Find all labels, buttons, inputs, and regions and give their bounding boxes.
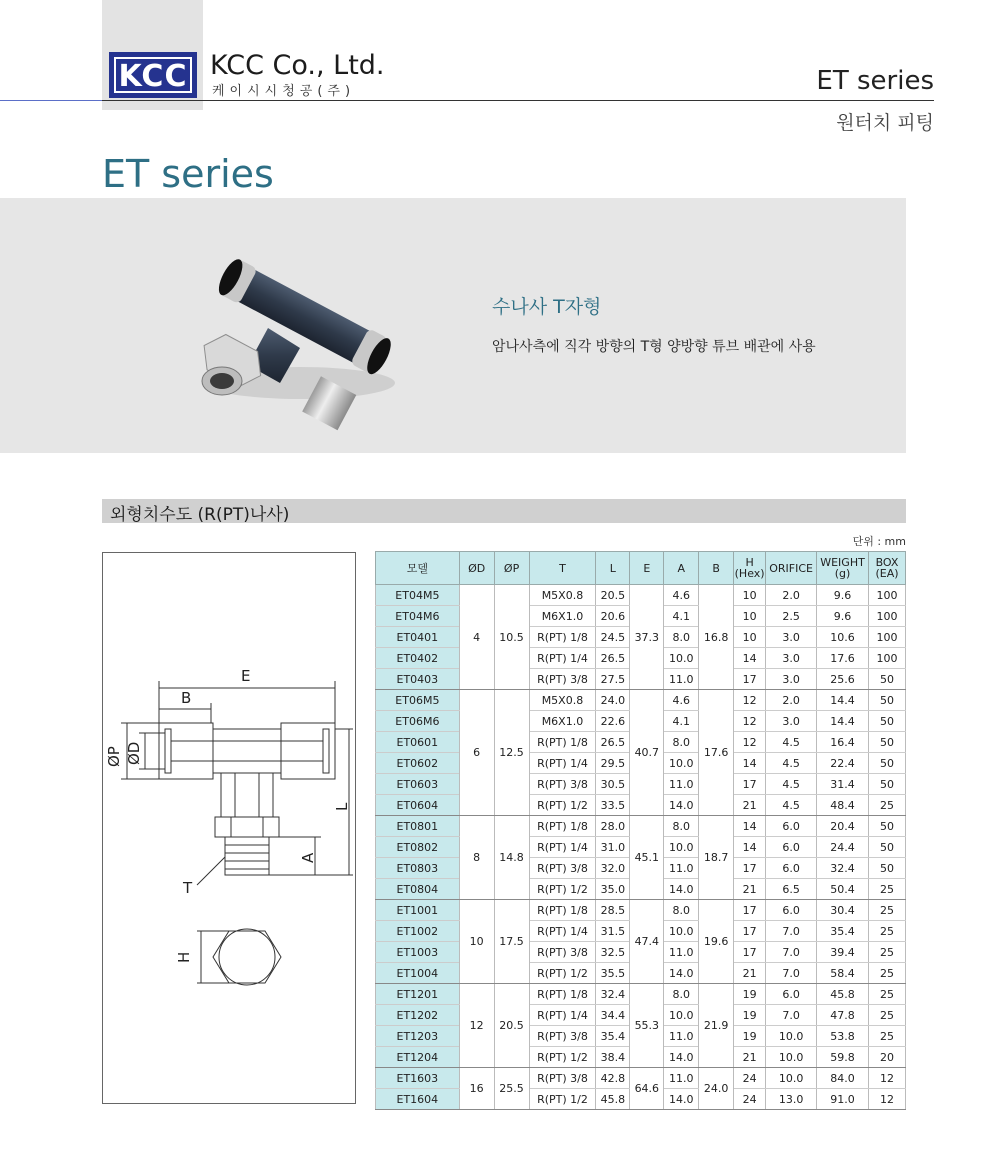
dimension-drawing-svg	[103, 553, 355, 1103]
orifice-cell: 4.5	[766, 795, 817, 816]
table-row	[376, 816, 906, 837]
hex-cell: 14	[734, 648, 766, 669]
box-cell: 50	[869, 732, 906, 753]
model-cell: ET0803	[376, 858, 460, 879]
box-cell: 25	[869, 900, 906, 921]
weight-cell: 25.6	[817, 669, 869, 690]
table-header-cell: L	[596, 552, 630, 585]
a-cell: 8.0	[664, 627, 699, 648]
box-cell: 50	[869, 816, 906, 837]
weight-cell: 47.8	[817, 1005, 869, 1026]
op-cell: 20.5	[494, 984, 529, 1068]
a-cell: 10.0	[664, 648, 699, 669]
thread-cell: M5X0.8	[529, 585, 596, 606]
a-cell: 11.0	[664, 669, 699, 690]
box-cell: 100	[869, 627, 906, 648]
label-op: ØP	[105, 746, 123, 767]
hex-cell: 17	[734, 942, 766, 963]
model-cell: ET0804	[376, 879, 460, 900]
weight-cell: 53.8	[817, 1026, 869, 1047]
a-cell: 8.0	[664, 732, 699, 753]
a-cell: 4.1	[664, 711, 699, 732]
box-cell: 25	[869, 942, 906, 963]
box-cell: 25	[869, 1026, 906, 1047]
l-cell: 28.0	[596, 816, 630, 837]
b-cell: 18.7	[699, 816, 734, 900]
b-cell: 24.0	[699, 1068, 734, 1110]
orifice-cell: 4.5	[766, 753, 817, 774]
table-header-cell: 모델	[376, 552, 460, 585]
box-cell: 50	[869, 690, 906, 711]
l-cell: 30.5	[596, 774, 630, 795]
hex-cell: 24	[734, 1089, 766, 1110]
a-cell: 10.0	[664, 1005, 699, 1026]
model-cell: ET1002	[376, 921, 460, 942]
orifice-cell: 6.0	[766, 858, 817, 879]
model-cell: ET1603	[376, 1068, 460, 1089]
a-cell: 8.0	[664, 816, 699, 837]
model-cell: ET1203	[376, 1026, 460, 1047]
model-cell: ET1003	[376, 942, 460, 963]
orifice-cell: 6.5	[766, 879, 817, 900]
box-cell: 20	[869, 1047, 906, 1068]
hex-cell: 19	[734, 1005, 766, 1026]
dimension-drawing	[102, 552, 356, 1104]
e-cell: 47.4	[630, 900, 664, 984]
box-cell: 50	[869, 711, 906, 732]
hex-cell: 14	[734, 816, 766, 837]
l-cell: 20.6	[596, 606, 630, 627]
weight-cell: 59.8	[817, 1047, 869, 1068]
header-divider-accent	[0, 100, 102, 101]
model-cell: ET0603	[376, 774, 460, 795]
thread-cell: R(PT) 1/2	[529, 795, 596, 816]
weight-cell: 48.4	[817, 795, 869, 816]
box-cell: 25	[869, 795, 906, 816]
model-cell: ET04M5	[376, 585, 460, 606]
l-cell: 31.5	[596, 921, 630, 942]
a-cell: 4.6	[664, 690, 699, 711]
hex-cell: 17	[734, 669, 766, 690]
l-cell: 28.5	[596, 900, 630, 921]
b-cell: 19.6	[699, 900, 734, 984]
hex-view	[213, 931, 281, 983]
weight-cell: 9.6	[817, 585, 869, 606]
l-cell: 32.4	[596, 984, 630, 1005]
e-cell: 64.6	[630, 1068, 664, 1110]
orifice-cell: 3.0	[766, 648, 817, 669]
thread-cell: R(PT) 1/8	[529, 900, 596, 921]
table-header-cell: WEIGHT (g)	[817, 552, 869, 585]
spec-table	[375, 551, 906, 1110]
box-cell: 12	[869, 1089, 906, 1110]
label-t: T	[183, 879, 193, 897]
weight-cell: 22.4	[817, 753, 869, 774]
l-cell: 24.5	[596, 627, 630, 648]
a-cell: 4.6	[664, 585, 699, 606]
thread-cell: R(PT) 3/8	[529, 942, 596, 963]
model-cell: ET0802	[376, 837, 460, 858]
a-cell: 11.0	[664, 774, 699, 795]
weight-cell: 31.4	[817, 774, 869, 795]
orifice-cell: 3.0	[766, 711, 817, 732]
orifice-cell: 3.0	[766, 627, 817, 648]
l-cell: 32.5	[596, 942, 630, 963]
table-row	[376, 690, 906, 711]
model-cell: ET0401	[376, 627, 460, 648]
orifice-cell: 3.0	[766, 669, 817, 690]
hex-cell: 21	[734, 963, 766, 984]
orifice-cell: 7.0	[766, 942, 817, 963]
a-cell: 14.0	[664, 879, 699, 900]
thread-cell: R(PT) 1/2	[529, 1089, 596, 1110]
e-cell: 45.1	[630, 816, 664, 900]
company-name: KCC Co., Ltd.	[210, 50, 385, 81]
l-cell: 22.6	[596, 711, 630, 732]
b-cell: 16.8	[699, 585, 734, 690]
box-cell: 25	[869, 984, 906, 1005]
table-header-cell: E	[630, 552, 664, 585]
orifice-cell: 2.5	[766, 606, 817, 627]
orifice-cell: 7.0	[766, 1005, 817, 1026]
table-row	[376, 984, 906, 1005]
hex-cell: 14	[734, 837, 766, 858]
thread-cell: R(PT) 1/4	[529, 921, 596, 942]
series-label: ET series	[816, 66, 934, 96]
weight-cell: 20.4	[817, 816, 869, 837]
model-cell: ET0801	[376, 816, 460, 837]
weight-cell: 91.0	[817, 1089, 869, 1110]
e-cell: 37.3	[630, 585, 664, 690]
hex-cell: 14	[734, 753, 766, 774]
a-cell: 10.0	[664, 753, 699, 774]
table-header-row	[376, 552, 906, 585]
box-cell: 50	[869, 753, 906, 774]
l-cell: 27.5	[596, 669, 630, 690]
box-cell: 25	[869, 879, 906, 900]
od-cell: 6	[459, 690, 494, 816]
hex-cell: 21	[734, 1047, 766, 1068]
a-cell: 4.1	[664, 606, 699, 627]
banner-description: 암나사측에 직각 방향의 T형 양방향 튜브 배관에 사용	[492, 339, 816, 355]
orifice-cell: 6.0	[766, 984, 817, 1005]
hex-cell: 17	[734, 774, 766, 795]
box-cell: 25	[869, 921, 906, 942]
weight-cell: 58.4	[817, 963, 869, 984]
table-header-cell: A	[664, 552, 699, 585]
label-e: E	[241, 667, 251, 685]
box-cell: 50	[869, 669, 906, 690]
model-cell: ET1201	[376, 984, 460, 1005]
hex-cell: 12	[734, 690, 766, 711]
thread-cell: R(PT) 1/4	[529, 753, 596, 774]
weight-cell: 16.4	[817, 732, 869, 753]
thread-cell: R(PT) 1/8	[529, 816, 596, 837]
orifice-cell: 7.0	[766, 963, 817, 984]
hex-cell: 21	[734, 795, 766, 816]
label-a: A	[299, 852, 317, 863]
weight-cell: 24.4	[817, 837, 869, 858]
box-cell: 50	[869, 837, 906, 858]
weight-cell: 50.4	[817, 879, 869, 900]
model-cell: ET06M6	[376, 711, 460, 732]
l-cell: 34.4	[596, 1005, 630, 1026]
a-cell: 11.0	[664, 1026, 699, 1047]
a-cell: 10.0	[664, 837, 699, 858]
thread-cell: R(PT) 3/8	[529, 774, 596, 795]
model-cell: ET1204	[376, 1047, 460, 1068]
thread-cell: R(PT) 1/8	[529, 984, 596, 1005]
header-divider	[0, 100, 934, 101]
orifice-cell: 4.5	[766, 732, 817, 753]
stem	[221, 773, 273, 817]
thread-cell: R(PT) 1/4	[529, 648, 596, 669]
a-cell: 14.0	[664, 963, 699, 984]
od-cell: 12	[459, 984, 494, 1068]
b-cell: 17.6	[699, 690, 734, 816]
logo-text: KCC	[114, 57, 192, 93]
model-cell: ET0403	[376, 669, 460, 690]
a-cell: 8.0	[664, 984, 699, 1005]
model-cell: ET1001	[376, 900, 460, 921]
hex-cell: 17	[734, 858, 766, 879]
model-cell: ET06M5	[376, 690, 460, 711]
orifice-cell: 7.0	[766, 921, 817, 942]
thread-cell: R(PT) 1/2	[529, 879, 596, 900]
weight-cell: 84.0	[817, 1068, 869, 1089]
box-cell: 50	[869, 774, 906, 795]
label-od: ØD	[125, 741, 143, 765]
box-cell: 25	[869, 1005, 906, 1026]
hex-cell: 17	[734, 900, 766, 921]
table-header-cell: H (Hex)	[734, 552, 766, 585]
weight-cell: 14.4	[817, 690, 869, 711]
a-cell: 11.0	[664, 942, 699, 963]
orifice-cell: 2.0	[766, 585, 817, 606]
page-title: ET series	[102, 152, 274, 196]
orifice-cell: 6.0	[766, 837, 817, 858]
hex-cell: 12	[734, 711, 766, 732]
box-cell: 25	[869, 963, 906, 984]
box-cell: 50	[869, 858, 906, 879]
op-cell: 14.8	[494, 816, 529, 900]
l-cell: 26.5	[596, 648, 630, 669]
thread-cell: R(PT) 1/2	[529, 963, 596, 984]
model-cell: ET1202	[376, 1005, 460, 1026]
op-cell: 12.5	[494, 690, 529, 816]
op-cell: 25.5	[494, 1068, 529, 1110]
l-cell: 38.4	[596, 1047, 630, 1068]
orifice-cell: 10.0	[766, 1047, 817, 1068]
l-cell: 20.5	[596, 585, 630, 606]
weight-cell: 32.4	[817, 858, 869, 879]
weight-cell: 35.4	[817, 921, 869, 942]
model-cell: ET1004	[376, 963, 460, 984]
body-left	[159, 723, 213, 779]
l-cell: 35.0	[596, 879, 630, 900]
table-body	[376, 585, 906, 1110]
banner-title: 수나사 T자형	[492, 296, 602, 318]
l-cell: 35.4	[596, 1026, 630, 1047]
op-cell: 10.5	[494, 585, 529, 690]
l-cell: 33.5	[596, 795, 630, 816]
weight-cell: 17.6	[817, 648, 869, 669]
orifice-cell: 4.5	[766, 774, 817, 795]
unit-label: 단위 : mm	[852, 535, 906, 548]
thread-cell: R(PT) 3/8	[529, 858, 596, 879]
company-name-kr: 케이시시청공(주)	[212, 84, 356, 99]
box-cell: 100	[869, 606, 906, 627]
model-cell: ET0601	[376, 732, 460, 753]
a-cell: 14.0	[664, 795, 699, 816]
od-cell: 8	[459, 816, 494, 900]
a-cell: 11.0	[664, 1068, 699, 1089]
thread-cell: M6X1.0	[529, 606, 596, 627]
l-cell: 45.8	[596, 1089, 630, 1110]
hex-cell: 12	[734, 732, 766, 753]
box-cell: 100	[869, 585, 906, 606]
orifice-cell: 10.0	[766, 1026, 817, 1047]
thread-cell: R(PT) 3/8	[529, 1026, 596, 1047]
thread-cell: R(PT) 3/8	[529, 1068, 596, 1089]
l-cell: 35.5	[596, 963, 630, 984]
thread-cell: R(PT) 1/8	[529, 627, 596, 648]
table-header-cell: ORIFICE	[766, 552, 817, 585]
weight-cell: 10.6	[817, 627, 869, 648]
od-cell: 10	[459, 900, 494, 984]
table-header-cell: ØD	[459, 552, 494, 585]
hex-cell: 10	[734, 606, 766, 627]
table-header-cell: B	[699, 552, 734, 585]
weight-cell: 30.4	[817, 900, 869, 921]
label-b: B	[181, 689, 192, 707]
table-row	[376, 1068, 906, 1089]
thread-cell: R(PT) 3/8	[529, 669, 596, 690]
l-cell: 26.5	[596, 732, 630, 753]
model-cell: ET1604	[376, 1089, 460, 1110]
hex-cell: 19	[734, 984, 766, 1005]
model-cell: ET04M6	[376, 606, 460, 627]
thread-cell: R(PT) 1/8	[529, 732, 596, 753]
body-right	[281, 723, 335, 779]
table-header-cell: T	[529, 552, 596, 585]
a-cell: 14.0	[664, 1089, 699, 1110]
weight-cell: 9.6	[817, 606, 869, 627]
series-sublabel: 원터치 피팅	[836, 112, 934, 134]
l-cell: 32.0	[596, 858, 630, 879]
thread-cell: M5X0.8	[529, 690, 596, 711]
a-cell: 8.0	[664, 900, 699, 921]
hex-cell: 19	[734, 1026, 766, 1047]
od-cell: 4	[459, 585, 494, 690]
table-header-cell: ØP	[494, 552, 529, 585]
e-cell: 40.7	[630, 690, 664, 816]
thread-cell: R(PT) 1/2	[529, 1047, 596, 1068]
l-cell: 42.8	[596, 1068, 630, 1089]
hex-cell: 17	[734, 921, 766, 942]
model-cell: ET0602	[376, 753, 460, 774]
orifice-cell: 6.0	[766, 816, 817, 837]
e-cell: 55.3	[630, 984, 664, 1068]
weight-cell: 45.8	[817, 984, 869, 1005]
thread-cell: M6X1.0	[529, 711, 596, 732]
product-image	[0, 198, 906, 453]
weight-cell: 39.4	[817, 942, 869, 963]
l-cell: 31.0	[596, 837, 630, 858]
box-cell: 12	[869, 1068, 906, 1089]
a-cell: 11.0	[664, 858, 699, 879]
weight-cell: 14.4	[817, 711, 869, 732]
label-h: H	[175, 951, 193, 963]
thread-cell: R(PT) 1/4	[529, 1005, 596, 1026]
orifice-cell: 13.0	[766, 1089, 817, 1110]
product-banner	[0, 198, 906, 453]
a-cell: 10.0	[664, 921, 699, 942]
orifice-cell: 10.0	[766, 1068, 817, 1089]
model-cell: ET0402	[376, 648, 460, 669]
box-cell: 100	[869, 648, 906, 669]
orifice-cell: 6.0	[766, 900, 817, 921]
od-cell: 16	[459, 1068, 494, 1110]
b-cell: 21.9	[699, 984, 734, 1068]
table-row	[376, 900, 906, 921]
hex-cell: 10	[734, 585, 766, 606]
model-cell: ET0604	[376, 795, 460, 816]
thread-cell: R(PT) 1/4	[529, 837, 596, 858]
label-l: L	[333, 802, 351, 811]
company-logo	[109, 52, 197, 98]
a-cell: 14.0	[664, 1047, 699, 1068]
hex-cell: 24	[734, 1068, 766, 1089]
hex-cell: 21	[734, 879, 766, 900]
table-row	[376, 585, 906, 606]
l-cell: 29.5	[596, 753, 630, 774]
orifice-cell: 2.0	[766, 690, 817, 711]
hex-cell: 10	[734, 627, 766, 648]
l-cell: 24.0	[596, 690, 630, 711]
op-cell: 17.5	[494, 900, 529, 984]
section-title: 외형치수도 (R(PT)나사)	[110, 505, 290, 525]
hex-nut	[215, 817, 279, 837]
table-header-cell: BOX (EA)	[869, 552, 906, 585]
